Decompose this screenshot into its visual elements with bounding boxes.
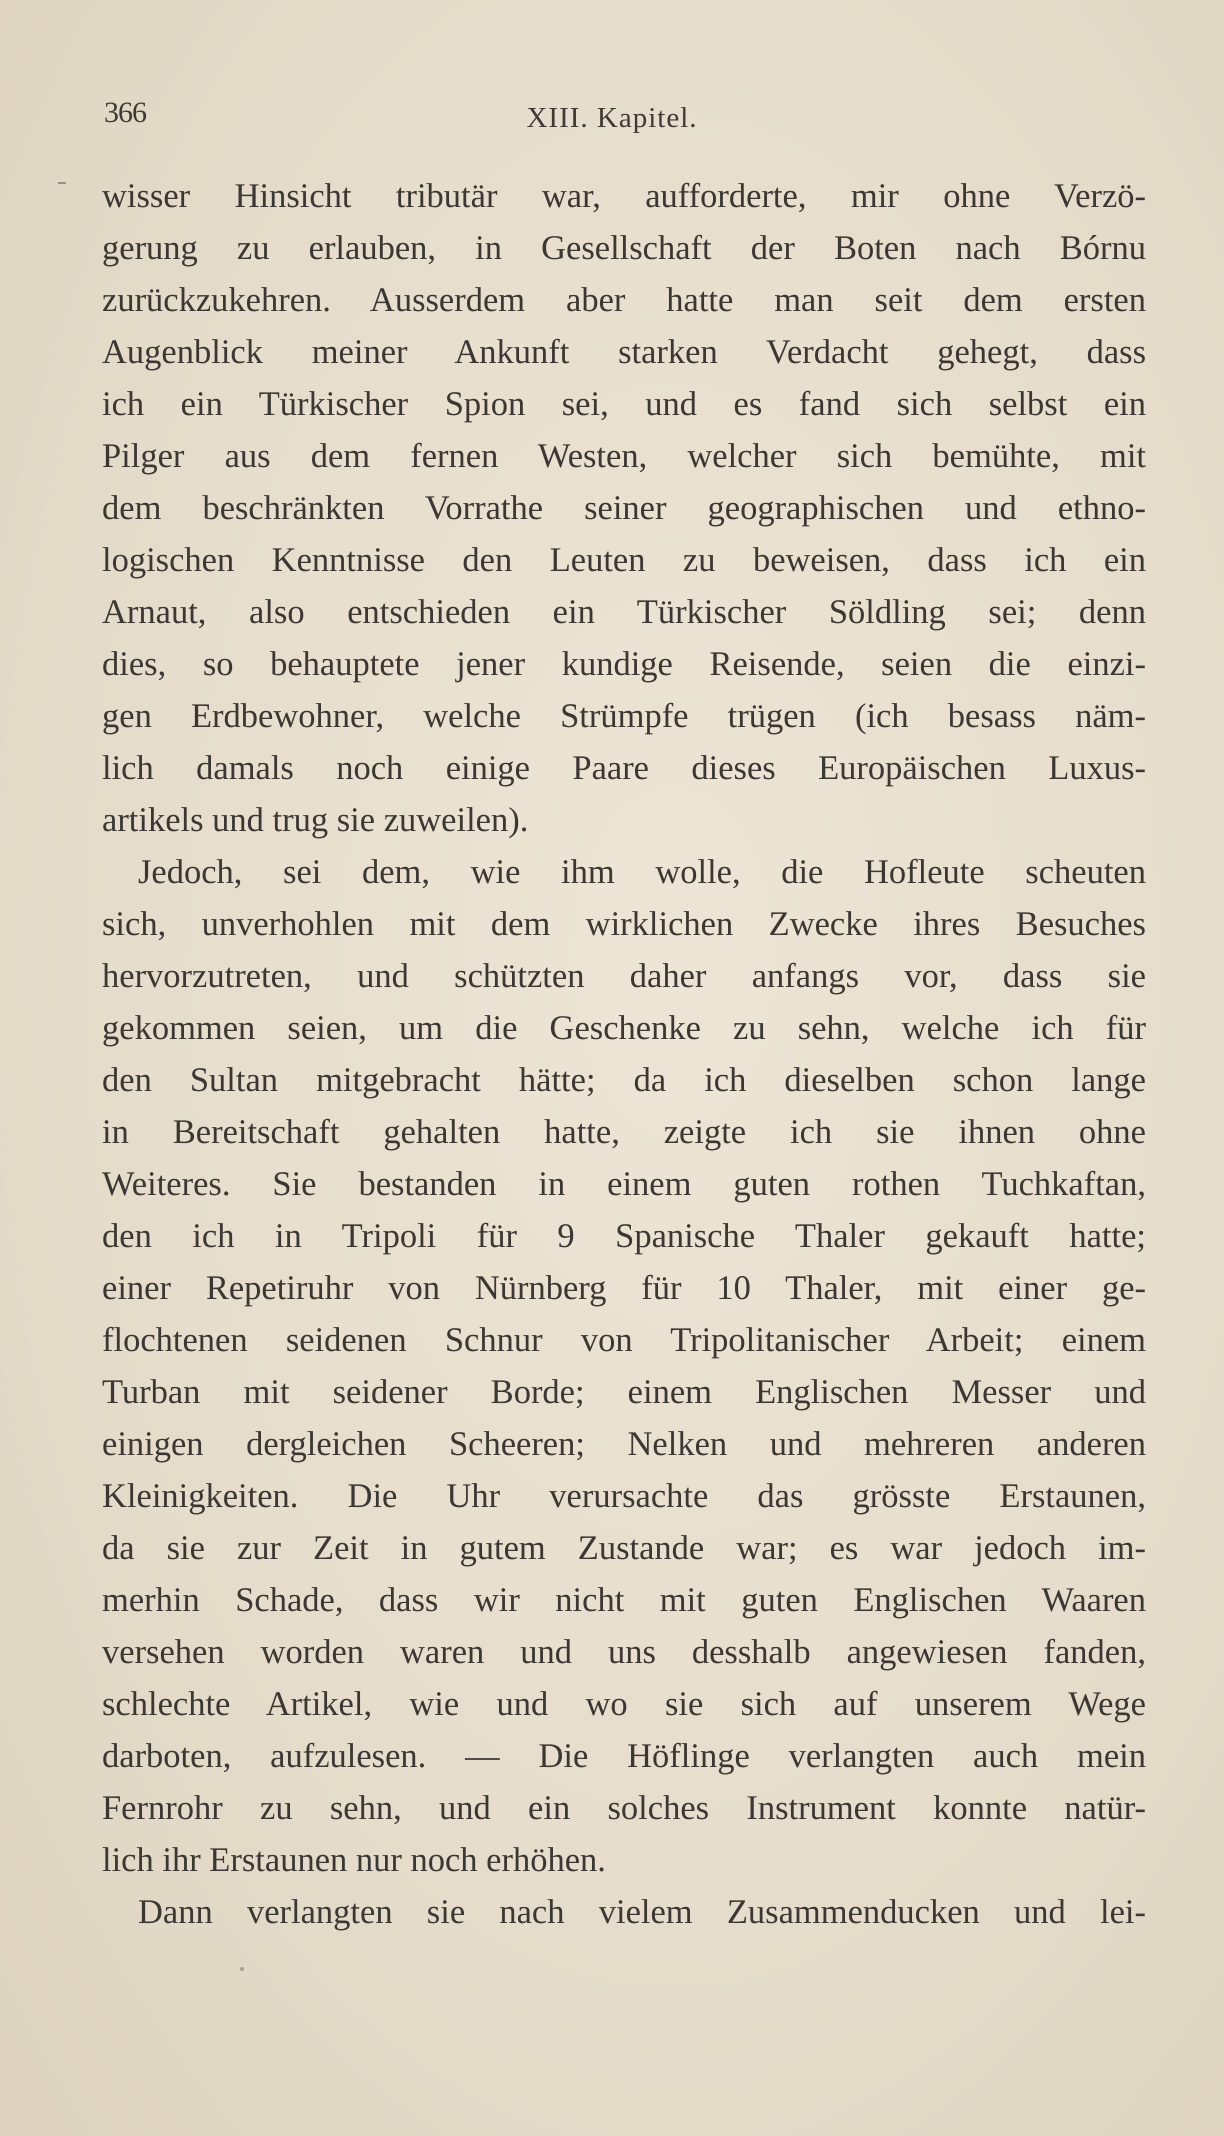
text-line: Arnaut, also entschieden ein Türkischer Söldling sei; denn [102, 593, 1146, 631]
text-line: da sie zur Zeit in gutem Zustande war; es war jedoch im- [102, 1529, 1146, 1567]
text-line: einigen dergleichen Scheeren; Nelken und mehreren anderen [102, 1425, 1146, 1463]
text-line: ich ein Türkischer Spion sei, und es fand sich selbst ein [102, 385, 1146, 423]
text-line: darboten, aufzulesen. — Die Höflinge verlangten auch mein [102, 1737, 1146, 1775]
text-line: hervorzutreten, und schützten daher anfangs vor, dass sie [102, 957, 1146, 995]
text-line: den Sultan mitgebracht hätte; da ich dieselben schon lange [102, 1061, 1146, 1099]
text-line: merhin Schade, dass wir nicht mit guten Englischen Waaren [102, 1581, 1146, 1619]
text-line: Pilger aus dem fernen Westen, welcher sich bemühte, mit [102, 437, 1146, 475]
text-line: in Bereitschaft gehalten hatte, zeigte ich sie ihnen ohne [102, 1113, 1146, 1151]
paragraph-end-line: lich ihr Erstaunen nur noch erhöhen. [102, 1841, 606, 1879]
text-line: gekommen seien, um die Geschenke zu sehn, welche ich für [102, 1009, 1146, 1047]
text-line: gerung zu erlauben, in Gesellschaft der Boten nach Bórnu [102, 229, 1146, 267]
text-line: schlechte Artikel, wie und wo sie sich auf unserem Wege [102, 1685, 1146, 1723]
text-line: Fernrohr zu sehn, und ein solches Instrument konnte natür- [102, 1789, 1146, 1827]
text-line: gen Erdbewohner, welche Strümpfe trügen (ich besass näm- [102, 697, 1146, 735]
page-number: 366 [104, 96, 146, 129]
body-text [102, 170, 1146, 1938]
margin-mark [58, 182, 66, 184]
text-line: einer Repetiruhr von Nürnberg für 10 Thaler, mit einer ge- [102, 1269, 1146, 1307]
text-line: Kleinigkeiten. Die Uhr verursachte das grösste Erstaunen, [102, 1477, 1146, 1515]
paragraph-start-line: Jedoch, sei dem, wie ihm wolle, die Hofleute scheuten [138, 853, 1146, 891]
paper-speck [240, 1967, 244, 1971]
running-title: XIII. Kapitel. [526, 102, 698, 134]
text-line: wisser Hinsicht tributär war, aufforderte, mir ohne Verzö- [102, 177, 1146, 215]
text-line: Augenblick meiner Ankunft starken Verdacht gehegt, dass [102, 333, 1146, 371]
text-line: dem beschränkten Vorrathe seiner geographischen und ethno- [102, 489, 1146, 527]
text-line: zurückzukehren. Ausserdem aber hatte man seit dem ersten [102, 281, 1146, 319]
text-line: versehen worden waren und uns desshalb angewiesen fanden, [102, 1633, 1146, 1671]
text-line: flochtenen seidenen Schnur von Tripolitanischer Arbeit; einem [102, 1321, 1146, 1359]
text-line: lich damals noch einige Paare dieses Europäischen Luxus- [102, 749, 1146, 787]
text-line: dies, so behauptete jener kundige Reisende, seien die einzi- [102, 645, 1146, 683]
text-line: logischen Kenntnisse den Leuten zu beweisen, dass ich ein [102, 541, 1146, 579]
text-line: Turban mit seidener Borde; einem Englischen Messer und [102, 1373, 1146, 1411]
paragraph-start-line: Dann verlangten sie nach vielem Zusammenducken und lei- [138, 1893, 1146, 1931]
text-line: Weiteres. Sie bestanden in einem guten rothen Tuchkaftan, [102, 1165, 1146, 1203]
text-line: den ich in Tripoli für 9 Spanische Thaler gekauft hatte; [102, 1217, 1146, 1255]
text-line: sich, unverhohlen mit dem wirklichen Zwecke ihres Besuches [102, 905, 1146, 943]
paragraph-end-line: artikels und trug sie zuweilen). [102, 801, 529, 839]
